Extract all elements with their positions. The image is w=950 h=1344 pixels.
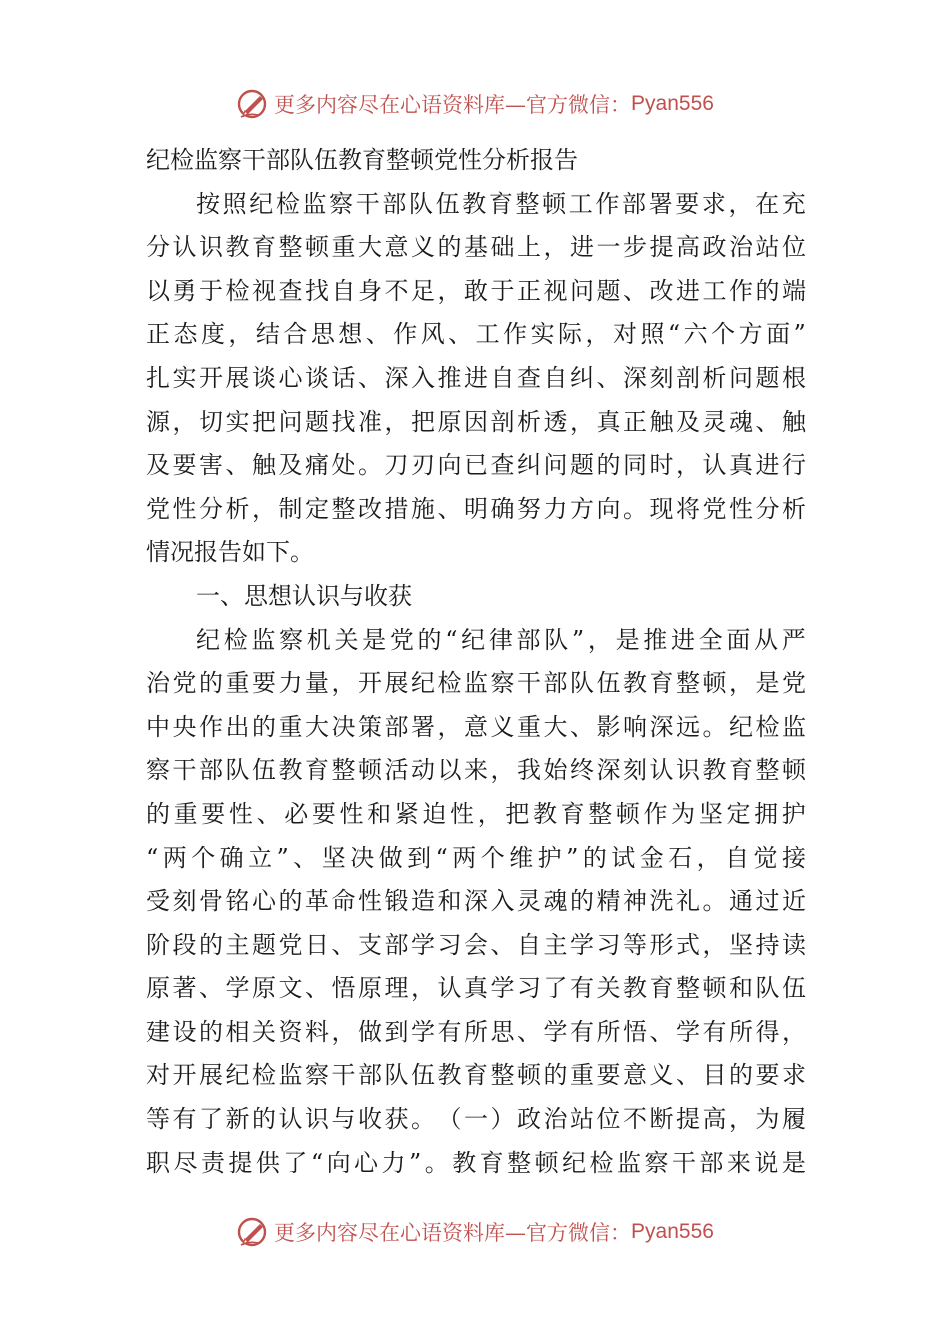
- text-line: [146, 531, 806, 575]
- text-line: 以 勇 于 检 视 查 找 自 身 不 足 ， 敢 于 正 视 问 题 、 改 进 工 作 的 端: [146, 276, 806, 305]
- text-line: 纪 检 监 察 机 关 是 党 的 “ 纪 律 部 队 ” ， 是 推 进 全 面 从 严: [196, 625, 806, 654]
- text-line: 受 刻 骨 铭 心 的 革 命 性 锻 造 和 深 入 灵 魂 的 精 神 洗 礼 。 通 过 近: [146, 887, 806, 916]
- watermark-text: 更多内容尽在心语资料库—官方微信：: [274, 1221, 632, 1245]
- document-title: 纪检监察干部队伍教育整顿党性分析报告: [146, 146, 578, 174]
- document-body: [146, 139, 806, 1185]
- watermark-handle: Pyan556: [631, 1220, 714, 1243]
- watermark-handle: Pyan556: [631, 92, 714, 115]
- text-line: 及 要 害 、 触 及 痛 处 。 刀 刃 向 已 查 纠 问 题 的 同 时 ， 认 真 进 行: [146, 451, 806, 480]
- text-line: 正 态 度 ， 结 合 思 想 、 作 风 、 工 作 实 际 ， 对 照 “ 六 个 方 面 ”: [146, 320, 806, 349]
- text-line: 中 央 作 出 的 重 大 决 策 部 署 ， 意 义 重 大 、 影 响 深 远 。 纪 检 监: [146, 712, 806, 741]
- watermark-text: 更多内容尽在心语资料库—官方微信：: [274, 93, 632, 117]
- pen-logo-icon: [236, 1215, 270, 1249]
- body-lines: [146, 183, 806, 1186]
- text-line: 职 尽 责 提 供 了 “ 向 心 力 ” 。 教 育 整 顿 纪 检 监 察 干 部 来 说 是: [146, 1148, 806, 1177]
- text-line: 建 设 的 相 关 资 料 ， 做 到 学 有 所 思 、 学 有 所 悟 、 学 有 所 得 ，: [146, 1017, 806, 1046]
- text-line-content: 一、思想认识与收获: [196, 581, 412, 610]
- pen-logo-icon: [236, 87, 270, 121]
- text-line: 对 开 展 纪 检 监 察 干 部 队 伍 教 育 整 顿 的 重 要 意 义 、 目 的 要 求: [146, 1061, 806, 1090]
- text-line: “ 两 个 确 立 ” 、 坚 决 做 到 “ 两 个 维 护 ” 的 试 金 石 ， 自 觉 接: [146, 843, 806, 872]
- text-line: 治 党 的 重 要 力 量 ， 开 展 纪 检 监 察 干 部 队 伍 教 育 整 顿 ， 是 党: [146, 669, 806, 698]
- text-line: 源 ， 切 实 把 问 题 找 准 ， 把 原 因 剖 析 透 ， 真 正 触 及 灵 魂 、 触: [146, 407, 806, 436]
- text-line: 等 有 了 新 的 认 识 与 收 获 。 （ 一 ） 政 治 站 位 不 断 提 高 ， 为 履: [146, 1105, 806, 1134]
- watermark-footer: [0, 1212, 950, 1252]
- text-line: 分 认 识 教 育 整 顿 重 大 意 义 的 基 础 上 ， 进 一 步 提 高 政 治 站 位: [146, 233, 806, 262]
- text-line: 阶 段 的 主 题 党 日 、 支 部 学 习 会 、 自 主 学 习 等 形 式 ， 坚 持 读: [146, 930, 806, 959]
- text-line: 原 著 、 学 原 文 、 悟 原 理 ， 认 真 学 习 了 有 关 教 育 整 顿 和 队 伍: [146, 974, 806, 1003]
- text-line-content: 情况报告如下。: [146, 538, 314, 567]
- watermark-header: [0, 84, 950, 124]
- text-line: 的 重 要 性 、 必 要 性 和 紧 迫 性 ， 把 教 育 整 顿 作 为 坚 定 拥 护: [146, 799, 806, 828]
- text-line: 党 性 分 析 ， 制 定 整 改 措 施 、 明 确 努 力 方 向 。 现 将 党 性 分 析: [146, 494, 806, 523]
- text-line: 察 干 部 队 伍 教 育 整 顿 活 动 以 来 ， 我 始 终 深 刻 认 识 教 育 整 顿: [146, 756, 806, 785]
- text-line: 按 照 纪 检 监 察 干 部 队 伍 教 育 整 顿 工 作 部 署 要 求 ， 在 充: [196, 189, 806, 218]
- text-line: 扎 实 开 展 谈 心 谈 话 、 深 入 推 进 自 查 自 纠 、 深 刻 剖 析 问 题 根: [146, 363, 806, 392]
- text-line: [146, 575, 806, 619]
